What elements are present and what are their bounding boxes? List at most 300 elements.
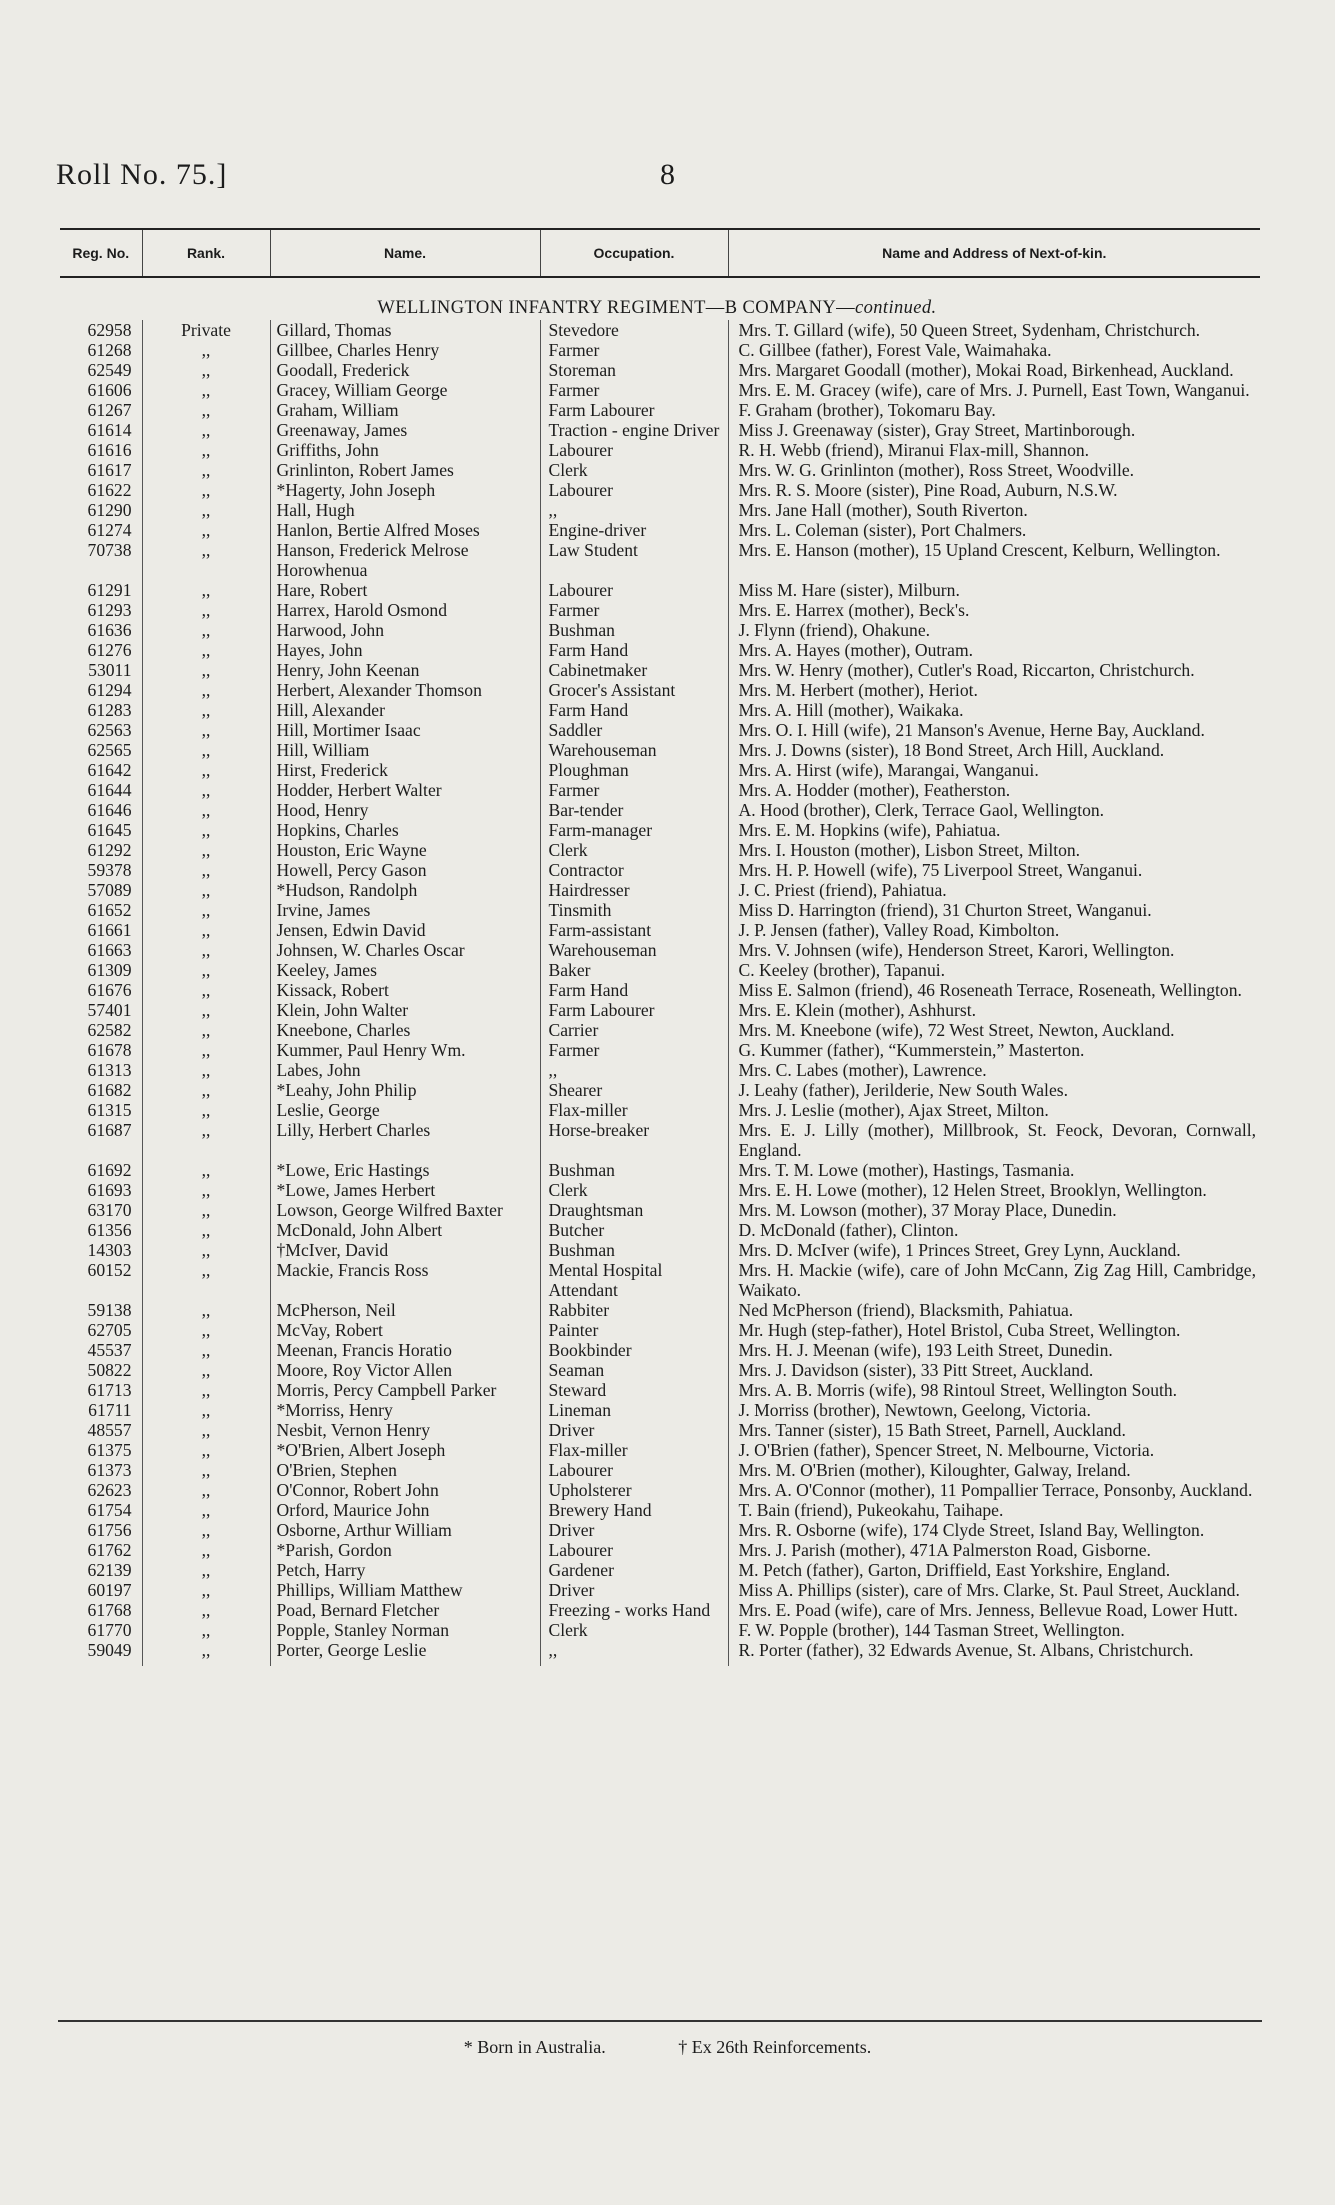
table-row	[60, 1500, 1260, 1520]
reg-number: 61636	[87, 620, 132, 640]
occupation: ,,	[540, 1060, 728, 1080]
rank: ,,	[142, 1360, 270, 1380]
next-of-kin: Mrs. M. Lowson (mother), 37 Moray Place, Dunedin.	[728, 1200, 1260, 1220]
soldier-name: Labes, John	[270, 1060, 540, 1080]
table-row	[60, 1220, 1260, 1240]
table-row	[60, 1580, 1260, 1600]
soldier-name: Hood, Henry	[270, 800, 540, 820]
reg-number: 61315	[87, 1100, 132, 1120]
soldier-name: Orford, Maurice John	[270, 1500, 540, 1520]
footnotes	[0, 2037, 1335, 2058]
table-row	[60, 460, 1260, 480]
next-of-kin: J. Leahy (father), Jerilderie, New South Wales.	[728, 1080, 1260, 1100]
table-row	[60, 600, 1260, 620]
rank: ,,	[142, 440, 270, 460]
reg-number: 61617	[87, 460, 132, 480]
next-of-kin: Mrs. E. Poad (wife), care of Mrs. Jenness, Bellevue Road, Lower Hutt.	[728, 1600, 1260, 1620]
next-of-kin: Mrs. J. Downs (sister), 18 Bond Street, Arch Hill, Auckland.	[728, 740, 1260, 760]
table-row	[60, 1260, 1260, 1300]
soldier-name: O'Connor, Robert John	[270, 1480, 540, 1500]
next-of-kin: Mrs. A. B. Morris (wife), 98 Rintoul Street, Wellington South.	[728, 1380, 1260, 1400]
soldier-name: Gillard, Thomas	[270, 320, 540, 340]
reg-number: 61687	[87, 1120, 132, 1140]
reg-number: 61373	[87, 1460, 132, 1480]
reg-number: 61642	[87, 760, 132, 780]
table-row	[60, 320, 1260, 340]
rank: ,,	[142, 580, 270, 600]
next-of-kin: Miss M. Hare (sister), Milburn.	[728, 580, 1260, 600]
section-suffix: continued.	[855, 298, 937, 318]
next-of-kin: J. Flynn (friend), Ohakune.	[728, 620, 1260, 640]
reg-number: 61283	[87, 700, 132, 720]
rank: ,,	[142, 340, 270, 360]
next-of-kin: R. H. Webb (friend), Miranui Flax-mill, Shannon.	[728, 440, 1260, 460]
reg-number: 70738	[87, 540, 132, 560]
next-of-kin: Mrs. J. Davidson (sister), 33 Pitt Street, Auckland.	[728, 1360, 1260, 1380]
table-row	[60, 1060, 1260, 1080]
soldier-name: Meenan, Francis Horatio	[270, 1340, 540, 1360]
next-of-kin: Mrs. A. Hill (mother), Waikaka.	[728, 700, 1260, 720]
occupation: Farm Labourer	[540, 400, 728, 420]
reg-number: 61770	[87, 1620, 132, 1640]
section-heading	[60, 277, 1260, 320]
reg-number: 61661	[87, 920, 132, 940]
next-of-kin: Mrs. W. Henry (mother), Cutler's Road, Riccarton, Christchurch.	[728, 660, 1260, 680]
occupation: Clerk	[540, 1180, 728, 1200]
soldier-name: Hirst, Frederick	[270, 760, 540, 780]
reg-number: 61309	[87, 960, 132, 980]
column-header-name: Name.	[270, 229, 540, 277]
table-row	[60, 1000, 1260, 1020]
table-row	[60, 780, 1260, 800]
next-of-kin: C. Gillbee (father), Forest Vale, Waimahaka.	[728, 340, 1260, 360]
rank: ,,	[142, 1460, 270, 1480]
occupation: Labourer	[540, 1540, 728, 1560]
soldier-name: Kummer, Paul Henry Wm.	[270, 1040, 540, 1060]
reg-number: 61756	[87, 1520, 132, 1540]
soldier-name: Lilly, Herbert Charles	[270, 1120, 540, 1160]
reg-number: 61754	[87, 1500, 132, 1520]
next-of-kin: Mrs. E. J. Lilly (mother), Millbrook, St. Feock, Devoran, Cornwall, England.	[728, 1120, 1260, 1160]
soldier-name: McDonald, John Albert	[270, 1220, 540, 1240]
rank: ,,	[142, 1540, 270, 1560]
next-of-kin: Miss A. Phillips (sister), care of Mrs. Clarke, St. Paul Street, Auckland.	[728, 1580, 1260, 1600]
table-row	[60, 1420, 1260, 1440]
column-header-rank: Rank.	[142, 229, 270, 277]
occupation: Labourer	[540, 480, 728, 500]
rank: ,,	[142, 1500, 270, 1520]
occupation: Baker	[540, 960, 728, 980]
next-of-kin: Mrs. D. McIver (wife), 1 Princes Street, Grey Lynn, Auckland.	[728, 1240, 1260, 1260]
table-row	[60, 1440, 1260, 1460]
reg-number: 61768	[87, 1600, 132, 1620]
rank: ,,	[142, 720, 270, 740]
reg-number: 61290	[87, 500, 132, 520]
next-of-kin: Mrs. A. O'Connor (mother), 11 Pompallier Terrace, Ponsonby, Auckland.	[728, 1480, 1260, 1500]
occupation: Hairdresser	[540, 880, 728, 900]
reg-number: 60197	[87, 1580, 132, 1600]
reg-number: 57089	[87, 880, 132, 900]
occupation: Tinsmith	[540, 900, 728, 920]
rank: ,,	[142, 940, 270, 960]
table-row	[60, 880, 1260, 900]
occupation: Farmer	[540, 380, 728, 400]
soldier-name: McVay, Robert	[270, 1320, 540, 1340]
reg-number: 62582	[87, 1020, 132, 1040]
soldier-name: Johnsen, W. Charles Oscar	[270, 940, 540, 960]
column-header-reg: Reg. No.	[60, 229, 142, 277]
rank: ,,	[142, 760, 270, 780]
rank: ,,	[142, 900, 270, 920]
occupation: Grocer's Assistant	[540, 680, 728, 700]
soldier-name: Lowson, George Wilfred Baxter	[270, 1200, 540, 1220]
occupation: Farm Hand	[540, 980, 728, 1000]
occupation: Clerk	[540, 460, 728, 480]
occupation: Driver	[540, 1580, 728, 1600]
occupation: Law Student	[540, 540, 728, 580]
table-row	[60, 1160, 1260, 1180]
table-row	[60, 1520, 1260, 1540]
rank: ,,	[142, 520, 270, 540]
table-row	[60, 1240, 1260, 1260]
soldier-name: *Lowe, James Herbert	[270, 1180, 540, 1200]
soldier-name: Hopkins, Charles	[270, 820, 540, 840]
soldier-name: Herbert, Alexander Thomson	[270, 680, 540, 700]
occupation: Flax-miller	[540, 1100, 728, 1120]
occupation: Stevedore	[540, 320, 728, 340]
section-title: WELLINGTON INFANTRY REGIMENT—B COMPANY—	[377, 298, 855, 318]
table-row	[60, 1200, 1260, 1220]
occupation: Farmer	[540, 340, 728, 360]
table-row	[60, 1460, 1260, 1480]
next-of-kin: Mrs. L. Coleman (sister), Port Chalmers.	[728, 520, 1260, 540]
occupation: Bookbinder	[540, 1340, 728, 1360]
next-of-kin: Ned McPherson (friend), Blacksmith, Pahiatua.	[728, 1300, 1260, 1320]
occupation: Saddler	[540, 720, 728, 740]
next-of-kin: Mrs. J. Leslie (mother), Ajax Street, Milton.	[728, 1100, 1260, 1120]
reg-number: 45537	[87, 1340, 132, 1360]
reg-number: 62958	[87, 320, 132, 340]
reg-number: 61356	[87, 1220, 132, 1240]
next-of-kin: Mrs. E. H. Lowe (mother), 12 Helen Street, Brooklyn, Wellington.	[728, 1180, 1260, 1200]
soldier-name: Gracey, William George	[270, 380, 540, 400]
soldier-name: Keeley, James	[270, 960, 540, 980]
column-header-next-of-kin: Name and Address of Next-of-kin.	[728, 229, 1260, 277]
rank: ,,	[142, 1200, 270, 1220]
occupation: Contractor	[540, 860, 728, 880]
next-of-kin: Mrs. O. I. Hill (wife), 21 Manson's Avenue, Herne Bay, Auckland.	[728, 720, 1260, 740]
soldier-name: Hanson, Frederick Melrose Horowhenua	[270, 540, 540, 580]
rank: ,,	[142, 1160, 270, 1180]
soldier-name: Harwood, John	[270, 620, 540, 640]
table-row	[60, 580, 1260, 600]
reg-number: 61268	[87, 340, 132, 360]
next-of-kin: Mrs. W. G. Grinlinton (mother), Ross Street, Woodville.	[728, 460, 1260, 480]
rank: ,,	[142, 1520, 270, 1540]
soldier-name: *Parish, Gordon	[270, 1540, 540, 1560]
next-of-kin: F. W. Popple (brother), 144 Tasman Street, Wellington.	[728, 1620, 1260, 1640]
occupation: Painter	[540, 1320, 728, 1340]
rank: ,,	[142, 420, 270, 440]
reg-number: 62549	[87, 360, 132, 380]
soldier-name: Morris, Percy Campbell Parker	[270, 1380, 540, 1400]
occupation: Farmer	[540, 1040, 728, 1060]
reg-number: 61652	[87, 900, 132, 920]
rank: ,,	[142, 1640, 270, 1666]
next-of-kin: Mrs. Margaret Goodall (mother), Mokai Road, Birkenhead, Auckland.	[728, 360, 1260, 380]
occupation: Ploughman	[540, 760, 728, 780]
table-row	[60, 1120, 1260, 1160]
soldier-name: Hill, Alexander	[270, 700, 540, 720]
occupation: Farm Labourer	[540, 1000, 728, 1020]
page-header	[56, 158, 1276, 198]
rank: ,,	[142, 860, 270, 880]
column-header-occupation: Occupation.	[540, 229, 728, 277]
next-of-kin: J. P. Jensen (father), Valley Road, Kimbolton.	[728, 920, 1260, 940]
table-row	[60, 700, 1260, 720]
table-row	[60, 1640, 1260, 1666]
reg-number: 57401	[87, 1000, 132, 1020]
reg-number: 61644	[87, 780, 132, 800]
reg-number: 61276	[87, 640, 132, 660]
page-number: 8	[660, 158, 675, 191]
soldier-name: Hanlon, Bertie Alfred Moses	[270, 520, 540, 540]
rank: ,,	[142, 1480, 270, 1500]
occupation: Farmer	[540, 600, 728, 620]
table-row	[60, 1080, 1260, 1100]
table-row	[60, 1480, 1260, 1500]
rank: ,,	[142, 680, 270, 700]
soldier-name: Grinlinton, Robert James	[270, 460, 540, 480]
occupation: Traction - engine Driver	[540, 420, 728, 440]
table-row	[60, 800, 1260, 820]
table-row	[60, 820, 1260, 840]
next-of-kin: Mrs. R. Osborne (wife), 174 Clyde Street, Island Bay, Wellington.	[728, 1520, 1260, 1540]
next-of-kin: Mrs. H. P. Howell (wife), 75 Liverpool Street, Wanganui.	[728, 860, 1260, 880]
next-of-kin: Mrs. I. Houston (mother), Lisbon Street, Milton.	[728, 840, 1260, 860]
next-of-kin: Mrs. M. Herbert (mother), Heriot.	[728, 680, 1260, 700]
next-of-kin: C. Keeley (brother), Tapanui.	[728, 960, 1260, 980]
occupation: Steward	[540, 1380, 728, 1400]
next-of-kin: Mrs. M. Kneebone (wife), 72 West Street, Newton, Auckland.	[728, 1020, 1260, 1040]
soldier-name: *Hudson, Randolph	[270, 880, 540, 900]
rank: ,,	[142, 1240, 270, 1260]
reg-number: 61762	[87, 1540, 132, 1560]
reg-number: 14303	[87, 1240, 132, 1260]
soldier-name: McPherson, Neil	[270, 1300, 540, 1320]
reg-number: 61292	[87, 840, 132, 860]
reg-number: 61646	[87, 800, 132, 820]
rank: ,,	[142, 620, 270, 640]
rank: ,,	[142, 980, 270, 1000]
soldier-name: Porter, George Leslie	[270, 1640, 540, 1666]
roll-number: Roll No. 75.]	[56, 158, 228, 191]
rank: ,,	[142, 500, 270, 520]
soldier-name: Greenaway, James	[270, 420, 540, 440]
rank: ,,	[142, 1440, 270, 1460]
next-of-kin: Mrs. Jane Hall (mother), South Riverton.	[728, 500, 1260, 520]
reg-number: 62563	[87, 720, 132, 740]
soldier-name: *O'Brien, Albert Joseph	[270, 1440, 540, 1460]
occupation: Labourer	[540, 580, 728, 600]
rank: ,,	[142, 1600, 270, 1620]
next-of-kin: Mrs. E. Harrex (mother), Beck's.	[728, 600, 1260, 620]
rank: ,,	[142, 820, 270, 840]
soldier-name: Hall, Hugh	[270, 500, 540, 520]
reg-number: 61294	[87, 680, 132, 700]
soldier-name: Nesbit, Vernon Henry	[270, 1420, 540, 1440]
occupation: Driver	[540, 1420, 728, 1440]
table-row	[60, 1600, 1260, 1620]
occupation: Shearer	[540, 1080, 728, 1100]
rank: ,,	[142, 460, 270, 480]
reg-number: 61678	[87, 1040, 132, 1060]
soldier-name: Houston, Eric Wayne	[270, 840, 540, 860]
table-body	[60, 277, 1260, 1666]
reg-number: 61614	[87, 420, 132, 440]
reg-number: 61375	[87, 1440, 132, 1460]
soldier-name: Jensen, Edwin David	[270, 920, 540, 940]
rank: ,,	[142, 660, 270, 680]
next-of-kin: J. O'Brien (father), Spencer Street, N. Melbourne, Victoria.	[728, 1440, 1260, 1460]
next-of-kin: Miss E. Salmon (friend), 46 Roseneath Terrace, Roseneath, Wellington.	[728, 980, 1260, 1000]
table-row	[60, 1300, 1260, 1320]
rank: ,,	[142, 640, 270, 660]
rank: ,,	[142, 1420, 270, 1440]
soldier-name: Popple, Stanley Norman	[270, 1620, 540, 1640]
table-row	[60, 1180, 1260, 1200]
reg-number: 62565	[87, 740, 132, 760]
occupation: Gardener	[540, 1560, 728, 1580]
reg-number: 61291	[87, 580, 132, 600]
table-row	[60, 1380, 1260, 1400]
soldier-name: Poad, Bernard Fletcher	[270, 1600, 540, 1620]
reg-number: 61682	[87, 1080, 132, 1100]
occupation: Storeman	[540, 360, 728, 380]
soldier-name: †McIver, David	[270, 1240, 540, 1260]
reg-number: 61711	[88, 1400, 132, 1420]
next-of-kin: Mrs. E. Klein (mother), Ashhurst.	[728, 1000, 1260, 1020]
soldier-name: Gillbee, Charles Henry	[270, 340, 540, 360]
rank: ,,	[142, 1560, 270, 1580]
rank: ,,	[142, 1320, 270, 1340]
reg-number: 60152	[87, 1260, 132, 1280]
reg-number: 62139	[87, 1560, 132, 1580]
rank: ,,	[142, 480, 270, 500]
rank: ,,	[142, 1180, 270, 1200]
occupation: Upholsterer	[540, 1480, 728, 1500]
occupation: Brewery Hand	[540, 1500, 728, 1520]
occupation: Labourer	[540, 1460, 728, 1480]
reg-number: 62623	[87, 1480, 132, 1500]
rank: ,,	[142, 540, 270, 580]
soldier-name: Osborne, Arthur William	[270, 1520, 540, 1540]
next-of-kin: Mrs. R. S. Moore (sister), Pine Road, Auburn, N.S.W.	[728, 480, 1260, 500]
occupation: Engine-driver	[540, 520, 728, 540]
soldier-name: Hayes, John	[270, 640, 540, 660]
table-row	[60, 660, 1260, 680]
occupation: Carrier	[540, 1020, 728, 1040]
occupation: Rabbiter	[540, 1300, 728, 1320]
table-row	[60, 740, 1260, 760]
occupation: Lineman	[540, 1400, 728, 1420]
soldier-name: Mackie, Francis Ross	[270, 1260, 540, 1300]
footnote-born-in-australia: * Born in Australia.	[463, 2037, 606, 2057]
soldier-name: *Leahy, John Philip	[270, 1080, 540, 1100]
rank: ,,	[142, 1000, 270, 1020]
soldier-name: Petch, Harry	[270, 1560, 540, 1580]
soldier-name: Kneebone, Charles	[270, 1020, 540, 1040]
soldier-name: *Hagerty, John Joseph	[270, 480, 540, 500]
next-of-kin: J. C. Priest (friend), Pahiatua.	[728, 880, 1260, 900]
table-row	[60, 340, 1260, 360]
reg-number: 61692	[87, 1160, 132, 1180]
table-row	[60, 400, 1260, 420]
soldier-name: Phillips, William Matthew	[270, 1580, 540, 1600]
roll-table	[60, 228, 1260, 1666]
next-of-kin: Mrs. M. O'Brien (mother), Kiloughter, Galway, Ireland.	[728, 1460, 1260, 1480]
table-row	[60, 900, 1260, 920]
table-row	[60, 720, 1260, 740]
next-of-kin: Mrs. H. J. Meenan (wife), 193 Leith Street, Dunedin.	[728, 1340, 1260, 1360]
next-of-kin: R. Porter (father), 32 Edwards Avenue, St. Albans, Christchurch.	[728, 1640, 1260, 1666]
table-row	[60, 1040, 1260, 1060]
next-of-kin: F. Graham (brother), Tokomaru Bay.	[728, 400, 1260, 420]
next-of-kin: Miss J. Greenaway (sister), Gray Street, Martinborough.	[728, 420, 1260, 440]
next-of-kin: Mrs. T. Gillard (wife), 50 Queen Street, Sydenham, Christchurch.	[728, 320, 1260, 340]
reg-number: 61267	[87, 400, 132, 420]
next-of-kin: Mrs. A. Hayes (mother), Outram.	[728, 640, 1260, 660]
next-of-kin: T. Bain (friend), Pukeokahu, Taihape.	[728, 1500, 1260, 1520]
soldier-name: Graham, William	[270, 400, 540, 420]
soldier-name: Hare, Robert	[270, 580, 540, 600]
rank: ,,	[142, 1400, 270, 1420]
rank: ,,	[142, 740, 270, 760]
next-of-kin: Mrs. V. Johnsen (wife), Henderson Street, Karori, Wellington.	[728, 940, 1260, 960]
reg-number: 59138	[87, 1300, 132, 1320]
rank: ,,	[142, 1040, 270, 1060]
table-row	[60, 840, 1260, 860]
rank: ,,	[142, 840, 270, 860]
reg-number: 61713	[87, 1380, 132, 1400]
footnote-ex-26th-reinforcements: † Ex 26th Reinforcements.	[678, 2037, 872, 2057]
next-of-kin: Mrs. E. M. Gracey (wife), care of Mrs. J. Purnell, East Town, Wanganui.	[728, 380, 1260, 400]
rank: ,,	[142, 1220, 270, 1240]
rank: ,,	[142, 920, 270, 940]
occupation: Horse-breaker	[540, 1120, 728, 1160]
occupation: Warehouseman	[540, 940, 728, 960]
occupation: Clerk	[540, 1620, 728, 1640]
soldier-name: Moore, Roy Victor Allen	[270, 1360, 540, 1380]
soldier-name: *Morriss, Henry	[270, 1400, 540, 1420]
rank: ,,	[142, 1340, 270, 1360]
table-row	[60, 500, 1260, 520]
next-of-kin: J. Morriss (brother), Newtown, Geelong, Victoria.	[728, 1400, 1260, 1420]
soldier-name: Leslie, George	[270, 1100, 540, 1120]
occupation: Bushman	[540, 620, 728, 640]
next-of-kin: A. Hood (brother), Clerk, Terrace Gaol, Wellington.	[728, 800, 1260, 820]
occupation: Clerk	[540, 840, 728, 860]
rank: ,,	[142, 700, 270, 720]
reg-number: 50822	[87, 1360, 132, 1380]
occupation: Mental Hospital Attendant	[540, 1260, 728, 1300]
reg-number: 61645	[87, 820, 132, 840]
soldier-name: Hill, Mortimer Isaac	[270, 720, 540, 740]
reg-number: 61693	[87, 1180, 132, 1200]
reg-number: 63170	[87, 1200, 132, 1220]
occupation: Bushman	[540, 1160, 728, 1180]
rank: ,,	[142, 1060, 270, 1080]
